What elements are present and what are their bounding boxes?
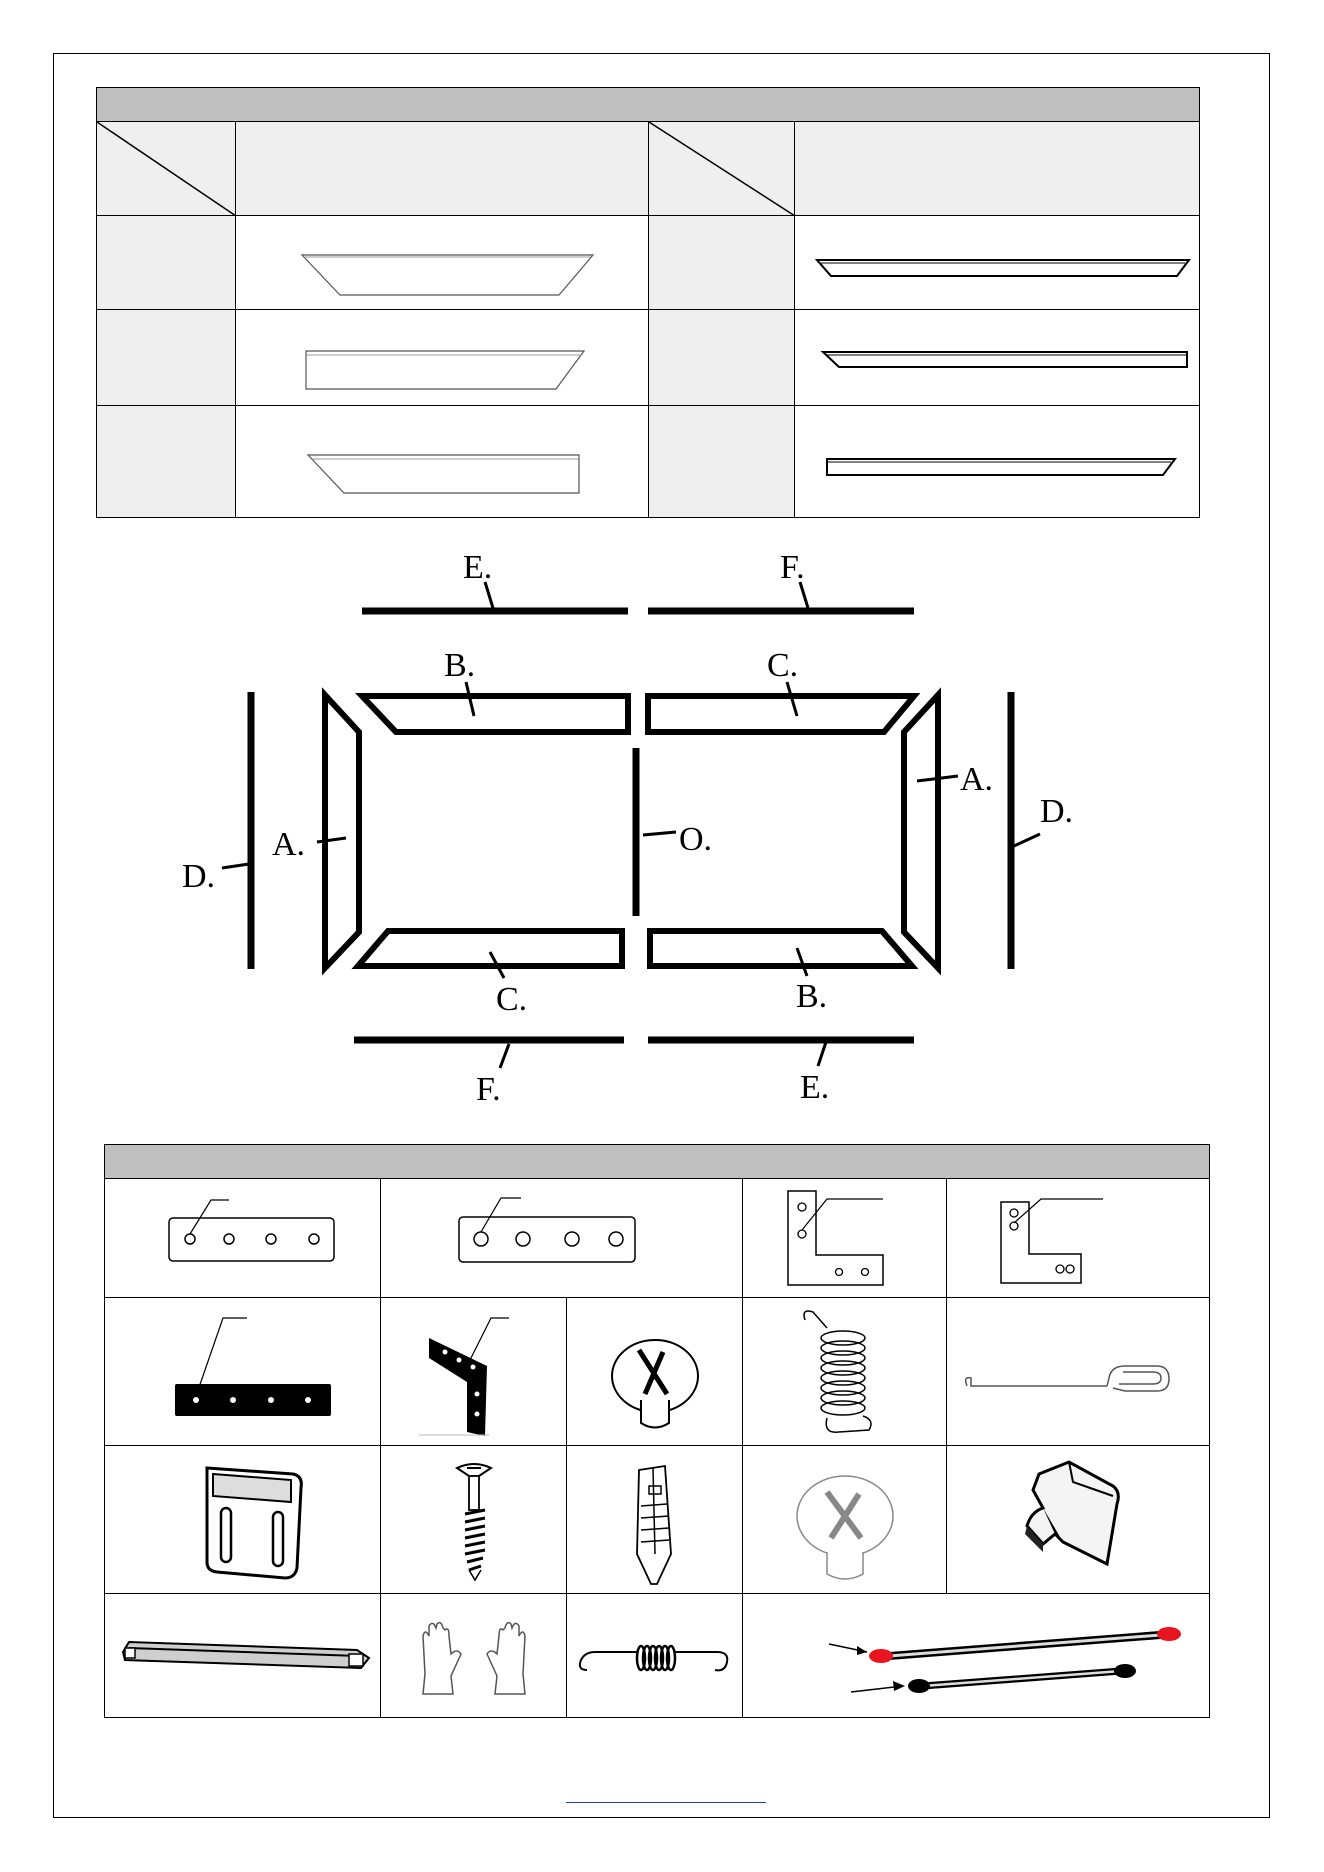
gloves-icon bbox=[381, 1594, 567, 1717]
thin-half-bevel-profile-icon-a bbox=[795, 310, 1199, 406]
assembly-diagram bbox=[0, 520, 1324, 1140]
part-cell-17 bbox=[566, 1593, 744, 1718]
part-cell-7 bbox=[566, 1297, 744, 1447]
part-cell-3 bbox=[742, 1178, 948, 1299]
wood-screw-icon bbox=[381, 1446, 567, 1594]
label-f-bottom: F. bbox=[476, 1071, 501, 1108]
frame-row-2-code-left bbox=[96, 309, 237, 407]
label-a-left: A. bbox=[272, 826, 306, 863]
l-bracket-small-icon bbox=[947, 1179, 1209, 1298]
part-cell-6 bbox=[380, 1297, 568, 1447]
frame-row-3-code-left bbox=[96, 405, 237, 518]
part-cell-13 bbox=[742, 1445, 948, 1595]
frame-row-3-image-right bbox=[794, 405, 1200, 518]
part-cell-14 bbox=[946, 1445, 1210, 1595]
part-cell-8 bbox=[742, 1297, 948, 1447]
tension-spring-icon bbox=[743, 1298, 947, 1446]
rail-track-icon bbox=[105, 1594, 381, 1717]
frame-row-3-image-left bbox=[235, 405, 650, 518]
part-cell-1 bbox=[104, 1178, 382, 1299]
part-cell-11 bbox=[380, 1445, 568, 1595]
label-d-left: D. bbox=[182, 858, 216, 895]
label-e-bottom: E. bbox=[800, 1069, 830, 1106]
round-head-screw-icon bbox=[567, 1298, 743, 1446]
l-bracket-large-icon bbox=[743, 1179, 947, 1298]
part-cell-12 bbox=[566, 1445, 744, 1595]
frame-row-2-code-right bbox=[648, 309, 796, 407]
frame-row-1-code-right bbox=[648, 215, 796, 311]
black-flat-plate-icon bbox=[105, 1298, 381, 1446]
label-a-right: A. bbox=[960, 761, 994, 798]
part-cell-9 bbox=[946, 1297, 1210, 1447]
flat-plate-4-hole-large-icon bbox=[381, 1179, 743, 1298]
wall-anchor-icon bbox=[567, 1446, 743, 1594]
trapezoid-profile-icon bbox=[236, 216, 649, 310]
part-cell-5 bbox=[104, 1297, 382, 1447]
frame-row-1-code-left bbox=[96, 215, 237, 311]
mushroom-head-screw-icon bbox=[743, 1446, 947, 1594]
thin-half-bevel-profile-icon-b bbox=[795, 406, 1199, 517]
rods-red-black-tips-icon bbox=[743, 1594, 1209, 1717]
label-f-top: F. bbox=[780, 549, 805, 586]
s-hook-tool-icon bbox=[947, 1298, 1209, 1446]
small-spring-icon bbox=[567, 1594, 743, 1717]
part-cell-4 bbox=[946, 1178, 1210, 1299]
clip-bracket-icon bbox=[105, 1446, 381, 1594]
header-diagonal-cell-right bbox=[648, 121, 796, 217]
piece-b-top bbox=[362, 696, 628, 732]
corner-cap-icon bbox=[947, 1446, 1209, 1594]
part-cell-2 bbox=[380, 1178, 744, 1299]
frame-row-1-image-left bbox=[235, 215, 650, 311]
label-d-right: D. bbox=[1040, 793, 1074, 830]
black-angle-bracket-icon bbox=[381, 1298, 567, 1446]
label-c-bottom: C. bbox=[496, 981, 528, 1018]
header-cell-right bbox=[794, 121, 1200, 217]
label-o-center: O. bbox=[679, 821, 713, 858]
thin-trapezoid-profile-icon bbox=[795, 216, 1199, 310]
part-cell-16 bbox=[380, 1593, 568, 1718]
frame-row-2-image-right bbox=[794, 309, 1200, 407]
header-cell-left bbox=[235, 121, 650, 217]
hardware-table-header-bar bbox=[104, 1144, 1210, 1180]
piece-c-top bbox=[648, 696, 914, 732]
frame-table-header-bar bbox=[96, 87, 1200, 123]
piece-a-left bbox=[325, 695, 359, 968]
frame-layout-drawing bbox=[0, 520, 1324, 1140]
label-b-top: B. bbox=[444, 647, 476, 684]
piece-b-bottom bbox=[650, 931, 912, 966]
part-cell-15 bbox=[104, 1593, 382, 1718]
flat-plate-4-hole-small-icon bbox=[105, 1179, 381, 1298]
label-c-top: C. bbox=[767, 647, 799, 684]
frame-row-1-image-right bbox=[794, 215, 1200, 311]
half-bevel-profile-icon-a bbox=[236, 310, 649, 406]
piece-c-bottom bbox=[358, 931, 622, 966]
label-b-bottom: B. bbox=[796, 978, 828, 1015]
label-e-top: E. bbox=[463, 549, 493, 586]
part-cell-18 bbox=[742, 1593, 1210, 1718]
footer-link-underline[interactable] bbox=[566, 1802, 766, 1803]
half-bevel-profile-icon-b bbox=[236, 406, 649, 517]
part-cell-10 bbox=[104, 1445, 382, 1595]
piece-a-right bbox=[904, 695, 938, 968]
header-diagonal-cell-left bbox=[96, 121, 237, 217]
frame-row-3-code-right bbox=[648, 405, 796, 518]
frame-row-2-image-left bbox=[235, 309, 650, 407]
